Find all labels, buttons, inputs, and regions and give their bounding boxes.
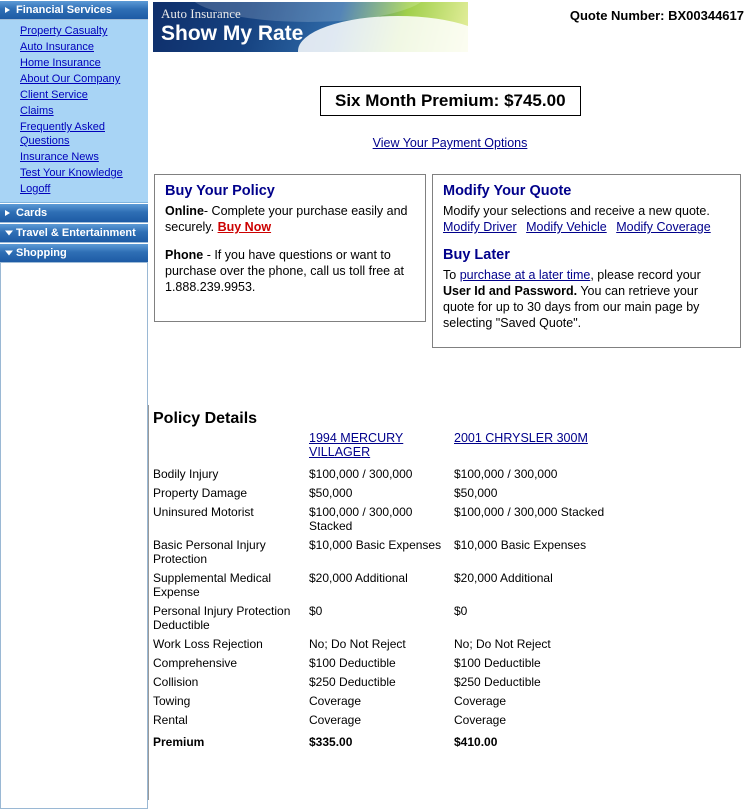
sidebar-filler	[0, 263, 148, 809]
buy-later-text	[443, 267, 730, 331]
row-value-vehicle-1: $250 Deductible	[309, 675, 396, 689]
row-label: Property Damage	[153, 486, 248, 500]
modify-links	[443, 219, 730, 235]
table-row	[153, 654, 614, 673]
online-label: Online	[165, 204, 204, 218]
row-value-vehicle-2: $0	[454, 604, 468, 618]
row-value-vehicle-2: $100,000 / 300,000 Stacked	[454, 505, 605, 519]
row-value-vehicle-1: $20,000 Additional	[309, 571, 408, 585]
modify-panel-title: Modify Your Quote	[443, 183, 572, 199]
sidebar-item-test-your-knowledge[interactable]: Test Your Knowledge	[20, 167, 123, 179]
sidebar-item-about-our-company[interactable]: About Our Company	[20, 73, 121, 85]
table-header-row	[153, 431, 614, 465]
row-value-vehicle-1: $50,000	[309, 486, 353, 500]
row-value-vehicle-2: $250 Deductible	[454, 675, 541, 689]
modify-panel-intro: Modify your selections and receive a new quote.	[443, 204, 710, 218]
buy-later-title: Buy Later	[443, 247, 510, 263]
row-value-vehicle-2: $20,000 Additional	[454, 571, 553, 585]
vehicle-1-link[interactable]: 1994 MERCURY VILLAGER	[309, 431, 404, 459]
table-row	[153, 602, 614, 635]
table-row	[153, 711, 614, 730]
sidebar-item-insurance-news[interactable]: Insurance News	[20, 151, 99, 163]
phone-label: Phone	[165, 248, 204, 262]
sidebar-item-frequently-asked-questions[interactable]: Frequently Asked Questions	[20, 121, 105, 147]
buy-your-policy-panel	[154, 174, 426, 322]
user-id-password-label: User Id and Password.	[443, 284, 578, 298]
row-value-vehicle-1: $100,000 / 300,000 Stacked	[309, 505, 413, 533]
row-value-vehicle-2: Coverage	[454, 694, 507, 708]
policy-details-title: Policy Details	[153, 410, 258, 427]
online-description: - Complete your purchase easily and securely.	[165, 204, 408, 234]
vehicle-1-header	[309, 431, 454, 465]
sidebar-item-property-casualty[interactable]: Property Casualty	[20, 25, 108, 37]
vehicle-2-link[interactable]: 2001 CHRYSLER 300M	[454, 431, 588, 445]
row-value-vehicle-1: Coverage	[309, 713, 362, 727]
row-value-vehicle-2: $100 Deductible	[454, 656, 541, 670]
row-label: Premium	[153, 735, 205, 749]
row-label: Basic Personal Injury Protection	[153, 538, 266, 566]
sidebar-item-client-service[interactable]: Client Service	[20, 89, 88, 101]
buy-panel-phone-text	[165, 247, 415, 295]
row-value-vehicle-1: $335.00	[309, 735, 353, 749]
row-label: Bodily Injury	[153, 467, 219, 481]
buy-panel-title: Buy Your Policy	[165, 183, 275, 199]
table-row	[153, 673, 614, 692]
row-label: Collision	[153, 675, 199, 689]
row-value-vehicle-1: $100 Deductible	[309, 656, 396, 670]
buy-later-post: You can retrieve your quote for up to 30 days from our main page by selecting "Saved Quote".	[443, 284, 700, 330]
modify-vehicle-link[interactable]: Modify Vehicle	[526, 220, 607, 234]
phone-description: - If you have questions or want to purchase over the phone, call us toll free at 1.888.239.9953.	[165, 248, 405, 294]
row-value-vehicle-1: Coverage	[309, 694, 362, 708]
sidebar-section-label: Cards	[16, 207, 48, 219]
sidebar-item-home-insurance[interactable]: Home Insurance	[20, 57, 101, 69]
row-label: Supplemental Medical Expense	[153, 571, 272, 599]
sidebar-item-claims[interactable]: Claims	[20, 105, 54, 117]
table-row	[153, 503, 614, 536]
page-banner	[153, 2, 468, 52]
row-value-vehicle-2: No; Do Not Reject	[454, 637, 551, 651]
sidebar-section-cards[interactable]	[0, 203, 148, 223]
chevron-down-icon	[5, 231, 13, 236]
row-value-vehicle-1: $100,000 / 300,000	[309, 467, 413, 481]
policy-details-section	[148, 405, 752, 800]
row-label: Rental	[153, 713, 188, 727]
buy-later-mid: , please record your	[590, 268, 701, 282]
modify-coverage-link[interactable]: Modify Coverage	[616, 220, 711, 234]
sidebar-section-label: Travel & Entertainment	[16, 227, 136, 239]
row-value-vehicle-2: $50,000	[454, 486, 498, 500]
table-row	[153, 484, 614, 503]
table-row	[153, 465, 614, 484]
modify-your-quote-panel	[432, 174, 741, 348]
sidebar-links	[0, 20, 148, 203]
banner-subtitle: Auto Insurance	[161, 6, 241, 21]
sidebar-item-auto-insurance[interactable]: Auto Insurance	[20, 41, 94, 53]
sidebar-section-financial-services[interactable]	[0, 0, 148, 20]
row-value-vehicle-2: $10,000 Basic Expenses	[454, 538, 587, 552]
chevron-down-icon	[5, 251, 13, 256]
sidebar-item-logoff[interactable]: Logoff	[20, 183, 51, 195]
row-value-vehicle-1: $0	[309, 604, 323, 618]
row-label: Towing	[153, 694, 191, 708]
row-value-vehicle-2: $410.00	[454, 735, 498, 749]
row-value-vehicle-1: $10,000 Basic Expenses	[309, 538, 442, 552]
purchase-later-link[interactable]: purchase at a later time	[459, 268, 591, 282]
buy-later-pre: To	[443, 268, 460, 282]
quote-number: Quote Number: BX00344617	[569, 8, 744, 23]
row-value-vehicle-1: No; Do Not Reject	[309, 637, 406, 651]
main-content	[148, 0, 752, 800]
sidebar	[0, 0, 148, 800]
row-label: Uninsured Motorist	[153, 505, 254, 519]
table-row	[153, 569, 614, 602]
row-value-vehicle-2: $100,000 / 300,000	[454, 467, 558, 481]
policy-details-table	[153, 431, 614, 752]
chevron-right-icon	[5, 210, 10, 216]
table-row-premium	[153, 730, 614, 752]
sidebar-section-label: Shopping	[16, 247, 67, 259]
banner-title: Show My Rate	[161, 22, 304, 45]
chevron-right-icon	[5, 7, 10, 13]
sidebar-section-label: Financial Services	[16, 4, 112, 16]
coverage-column-header	[153, 431, 309, 465]
table-row	[153, 635, 614, 654]
row-label: Personal Injury Protection Deductible	[153, 604, 291, 632]
six-month-premium-box: Six Month Premium: $745.00	[320, 86, 581, 116]
view-payment-options-link[interactable]: View Your Payment Options	[372, 136, 528, 150]
row-label: Comprehensive	[153, 656, 238, 670]
row-value-vehicle-2: Coverage	[454, 713, 507, 727]
sidebar-section-shopping[interactable]	[0, 243, 148, 263]
modify-driver-link[interactable]: Modify Driver	[443, 220, 517, 234]
buy-now-link[interactable]: Buy Now	[217, 220, 272, 234]
table-row	[153, 692, 614, 711]
payment-options-container	[148, 136, 752, 150]
table-row	[153, 536, 614, 569]
sidebar-section-travel-entertainment[interactable]	[0, 223, 148, 243]
buy-panel-online-text	[165, 203, 415, 235]
vehicle-2-header	[454, 431, 614, 465]
row-label: Work Loss Rejection	[153, 637, 263, 651]
